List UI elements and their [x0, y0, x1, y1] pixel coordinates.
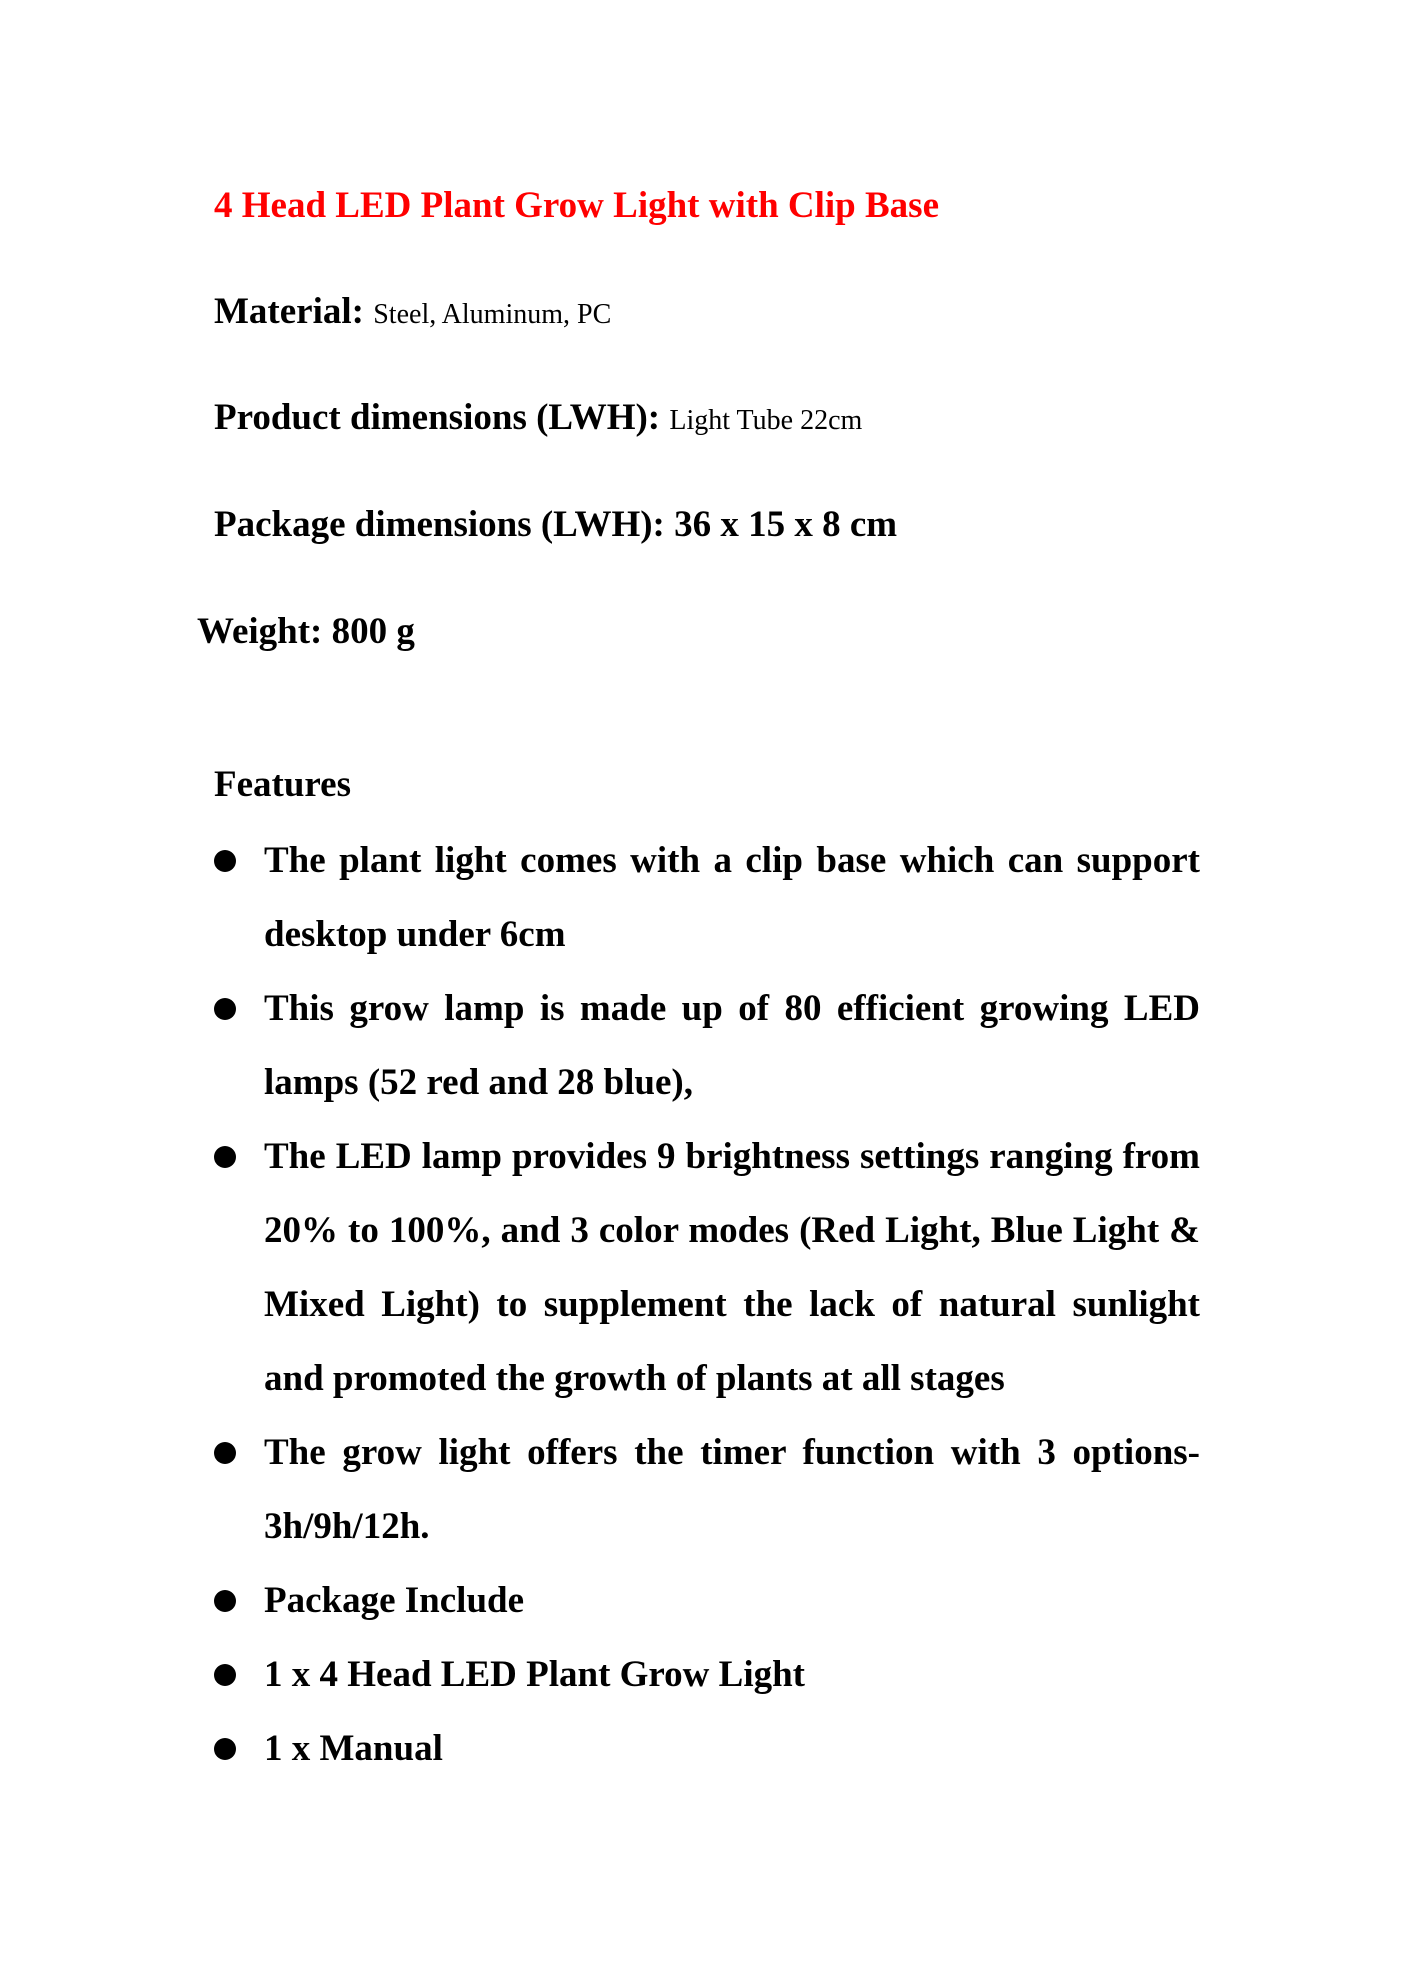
- list-item-text: 1 x 4 Head LED Plant Grow Light: [264, 1654, 805, 1695]
- bullet-dot-icon: [214, 1590, 236, 1612]
- package-dimensions-label: Package dimensions (LWH): 36 x 15 x 8 cm: [214, 504, 898, 545]
- list-item-text: The grow light offers the timer function with 3 options-3h/9h/12h.: [264, 1432, 1200, 1547]
- list-item-text: This grow lamp is made up of 80 efficient growing LED lamps (52 red and 28 blue),: [264, 988, 1200, 1103]
- list-item-text: The LED lamp provides 9 brightness settings ranging from 20% to 100%, and 3 color modes (Red Light, Blue Light & Mixed Light) to supplement the lack of natural sunlight and promoted the growth of plants at all stages: [264, 1136, 1200, 1399]
- weight-spec: [197, 610, 415, 653]
- list-item-text: 1 x Manual: [264, 1728, 443, 1769]
- list-item: [214, 1564, 1200, 1638]
- product-dimensions-value: Light Tube 22cm: [669, 405, 863, 436]
- bullet-dot-icon: [214, 998, 236, 1020]
- weight-label: Weight: 800 g: [197, 611, 415, 652]
- product-dimensions-spec: [214, 396, 862, 439]
- material-label: Material:: [214, 291, 364, 332]
- material-value: Steel, Aluminum, PC: [373, 299, 612, 330]
- bullet-dot-icon: [214, 1664, 236, 1686]
- bullet-dot-icon: [214, 1442, 236, 1464]
- list-item: [214, 1120, 1200, 1416]
- bullet-dot-icon: [214, 1738, 236, 1760]
- list-item: [214, 824, 1200, 972]
- list-item: [214, 972, 1200, 1120]
- package-dimensions-spec: [214, 503, 897, 546]
- bullet-dot-icon: [214, 1146, 236, 1168]
- features-heading: Features: [214, 764, 351, 805]
- list-item: [214, 1416, 1200, 1564]
- list-item: [214, 1712, 1200, 1786]
- product-dimensions-label: Product dimensions (LWH):: [214, 397, 661, 438]
- bullet-dot-icon: [214, 850, 236, 872]
- list-item-text: The plant light comes with a clip base which can support desktop under 6cm: [264, 840, 1200, 955]
- features-list: [214, 824, 1200, 1786]
- material-spec: [214, 290, 611, 333]
- list-item: [214, 1638, 1200, 1712]
- list-item-text: Package Include: [264, 1580, 525, 1621]
- page-title: 4 Head LED Plant Grow Light with Clip Base: [214, 185, 940, 226]
